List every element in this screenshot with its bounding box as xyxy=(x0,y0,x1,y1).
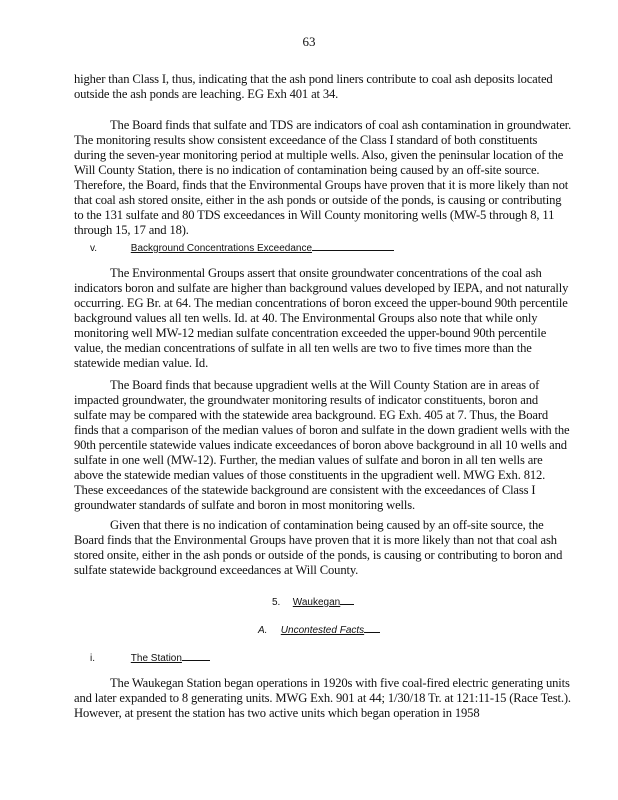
paragraph-board-finds-upgradient: The Board finds that because upgradient wells at the Will County Station are in areas of impacted groundwater, the groundwater monitoring results of indicator constituents, boron and sulfate may be compared with the statewide area background. EG Exh. 405 at 7. Thus, the Board finds that a comparison of the median values of boron and sulfate in the down gradient wells with the 90th percentile statewide values indicate exceedances of boron above background in all 10 wells and sulfate in one well (MW-12). Further, the median values of sulfate and boron in all ten wells are above the statewide median values of those constituents in the upgradient well. MWG Exh. 812. These exceedances of the statewide background are consistent with the exceedances of Class I groundwater standards of sulfate and boron in most monitoring wells. xyxy=(74,378,570,512)
heading-underline xyxy=(182,650,210,661)
heading-number: A. xyxy=(258,625,268,636)
heading-uncontested-facts xyxy=(258,622,380,636)
paragraph-no-offsite-source: Given that there is no indication of contamination being caused by an off-site source, the Board finds that the Environmental Groups have proven that it is more likely than not that coal ash stored onsite, either in the ash ponds or outside of the ponds, is causing or contributing to boron and sulfate statewide background exceedances at Will County. xyxy=(74,518,563,577)
paragraph-waukegan-station: The Waukegan Station began operations in 1920s with five coal-fired electric generating units and later expanded to 8 generating units. MWG Exh. 901 at 44; 1/30/18 Tr. at 121:11-15 (Race Test.). However, at present the station has two active units which began operation in 1958 xyxy=(74,676,571,720)
heading-waukegan xyxy=(272,594,354,608)
heading-title: The Station xyxy=(130,653,182,664)
heading-underline xyxy=(340,594,354,605)
heading-underline xyxy=(312,240,394,251)
paragraph-sulfate-tds-findings: The Board finds that sulfate and TDS are indicators of coal ash contamination in groundwater. The monitoring results show consistent exceedance of the Class I standard of both constituents during the seven-year monitoring period at multiple wells. Also, given the peninsular location of the Will County Station, there is no indication of contamination being caused by an off-site source. Therefore, the Board, finds that the Environmental Groups have proven that it is more likely than not that coal ash stored onsite, either in the ash ponds or outside of the ponds, is causing or contributing to the 131 sulfate and 80 TDS exceedances in Will County monitoring wells (MW-5 through 8, 11 through 15, 17 and 18). xyxy=(74,118,572,237)
heading-title: Background Concentrations Exceedance xyxy=(130,243,313,254)
paragraph-environmental-groups-assert: The Environmental Groups assert that onsite groundwater concentrations of the coal ash indicators boron and sulfate are higher than background values developed by IEPA, and not naturally occurring. EG Br. at 64. The median concentrations of boron exceed the upper-bound 90th percentile background values all ten wells. Id. at 40. The Environmental Groups also note that while only monitoring well MW-12 median sulfate concentration exceeded the upper-bound 90th percentile value, the median concentrations of sulfate in all ten wells are two to five times more than the statewide median value. Id. xyxy=(74,266,569,370)
page-number: 63 xyxy=(302,34,316,49)
heading-background-concentrations xyxy=(90,240,394,254)
paragraph-ash-pond-liners: higher than Class I, thus, indicating that the ash pond liners contribute to coal ash deposits located outside the ash ponds are leaching. EG Exh 401 at 34. xyxy=(74,72,553,101)
heading-number: 5. xyxy=(272,597,281,608)
heading-number: i. xyxy=(90,653,95,664)
heading-title: Uncontested Facts xyxy=(280,625,365,636)
heading-title: Waukegan xyxy=(292,597,341,608)
heading-underline xyxy=(364,622,380,633)
heading-the-station xyxy=(90,650,210,664)
heading-number: v. xyxy=(90,243,98,254)
